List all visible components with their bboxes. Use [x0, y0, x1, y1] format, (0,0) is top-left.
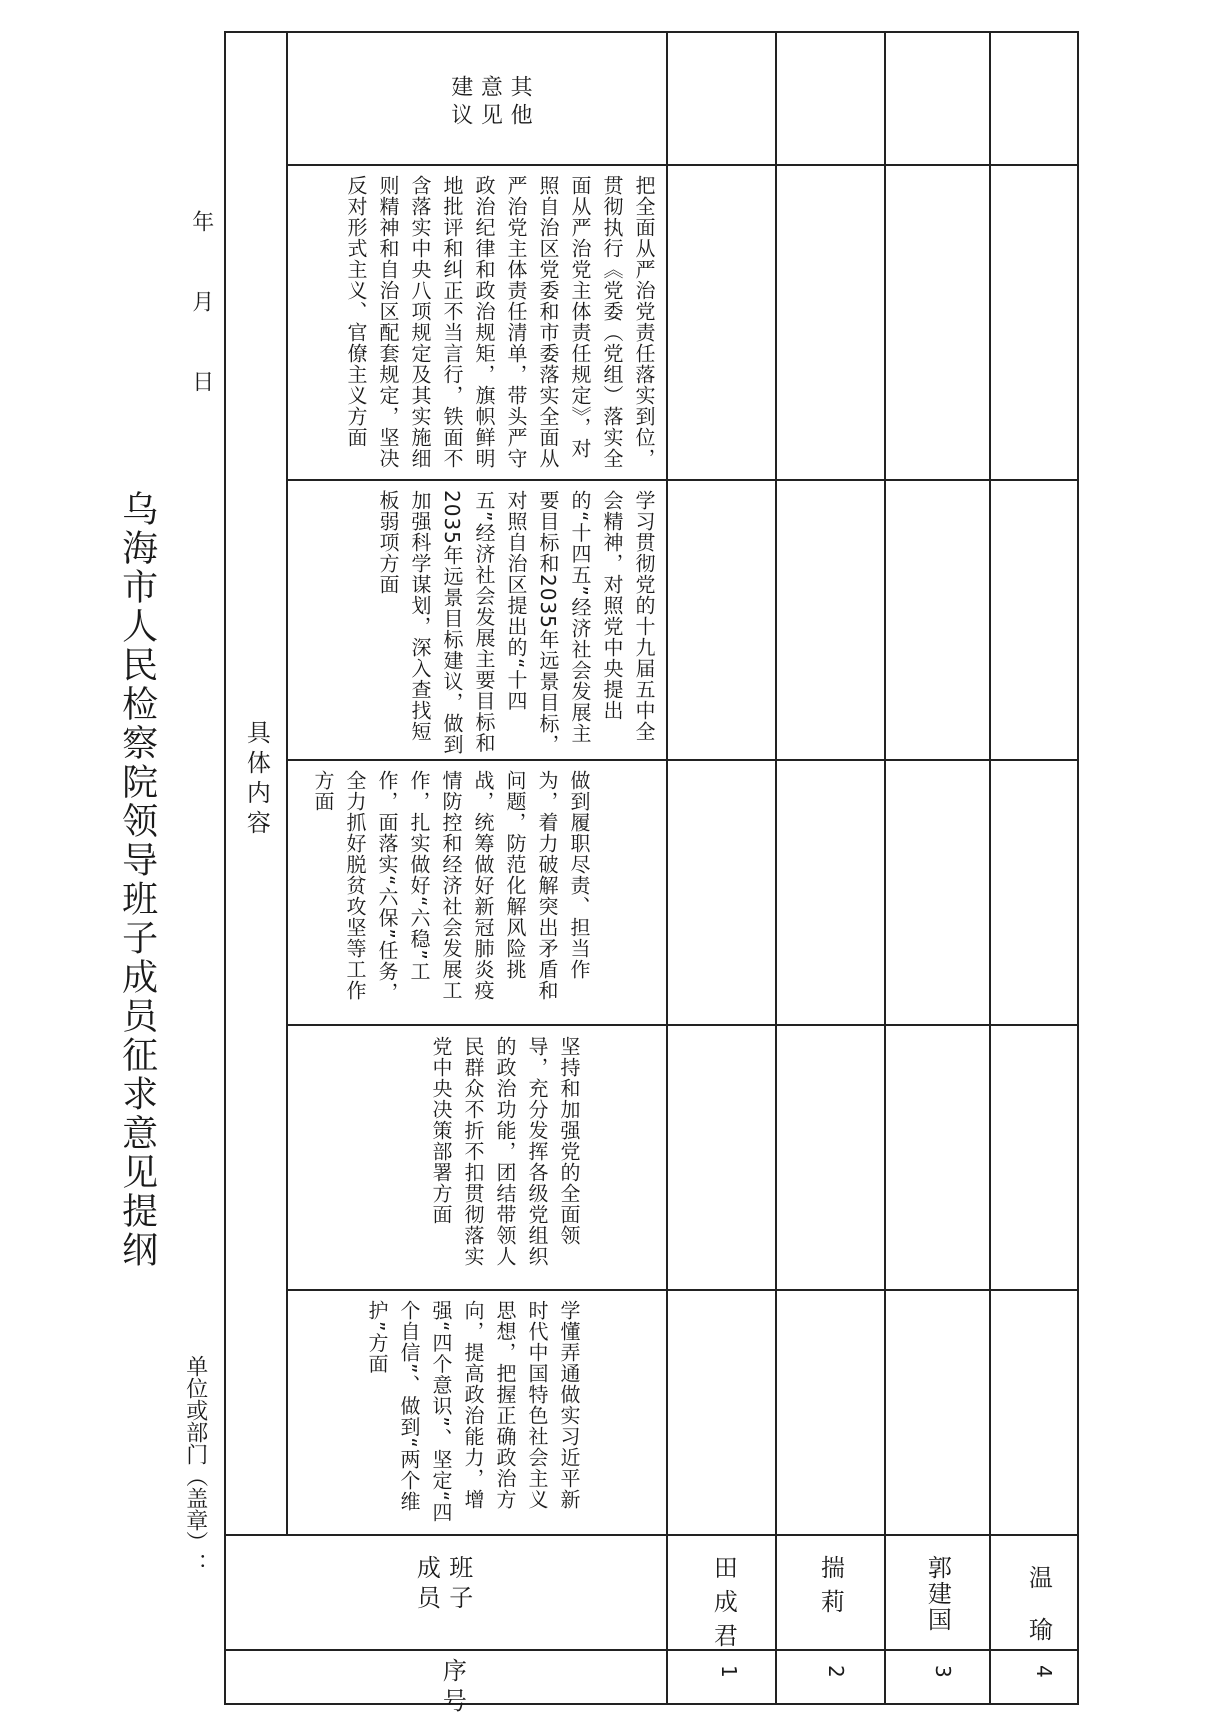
row-4-number: 4 [1032, 1665, 1056, 1678]
row-3-number: 3 [931, 1665, 955, 1678]
header-seq: 序号 [438, 1658, 467, 1718]
page-title: 乌海市人民检察院领导班子成员征求意见提纲 [116, 490, 158, 1270]
row-1-member: 田成君 [709, 1555, 738, 1657]
criteria-4: 学习贯彻党的十九届五中全会精神，对照党中央提出的“十四五”经济社会发展主要目标和2035年远景目标，对照自治区提出的“十四五”经济社会发展主要目标和2035年远景目标建议，做到加强科学谋划，深入查找短板弱项方面 [376, 490, 656, 755]
header-member: 班子成员 [412, 1555, 473, 1615]
row-3-member: 郭建国 [923, 1555, 952, 1633]
row-2-member: 揣莉 [816, 1555, 845, 1623]
criteria-6: 其他意见建议 [447, 75, 533, 131]
unit-label: 单位或部门（盖章）： [182, 1355, 208, 1575]
criteria-3: 做到履职尽责、担当作为，着力破解突出矛盾和问题，防范化解风险挑战，统筹做好新冠肺炎疫情防控和经济社会发展工作，扎实做好“六稳”工作，面落实“六保”任务，全力抓好脱贫攻坚等工作方面 [311, 770, 591, 1003]
row-2-number: 2 [824, 1665, 848, 1678]
criteria-2: 坚持和加强党的全面领导，充分发挥各级党组织的政治功能，团结带领人民群众不折不扣贯彻落实党中央决策部署方面 [429, 1036, 581, 1267]
date-line: 年月日 [188, 210, 214, 450]
row-1-number: 1 [717, 1665, 741, 1678]
row-4-member: 温瑜 [1024, 1565, 1053, 1669]
header-content: 具体内容 [242, 720, 271, 840]
criteria-1: 学懂弄通做实习近平新时代中国特色社会主义思想，把握正确政治方向，提高政治能力，增强“四个意识”、坚定“四个自信”、做到“两个维护”方面 [365, 1300, 581, 1524]
criteria-5: 把全面从严治党责任落实到位，贯彻执行《党委（党组）落实全面从严治党主体责任规定》，对照自治区党委和市委落实全面从严治党主体责任清单，带头严守政治纪律和政治规矩，旗帜鲜明地批评和纠正不当言行，铁面不含落实中央八项规定及其实施细则精神和自治区配套规定，坚决反对形式主义、官僚主义方面 [344, 175, 656, 469]
